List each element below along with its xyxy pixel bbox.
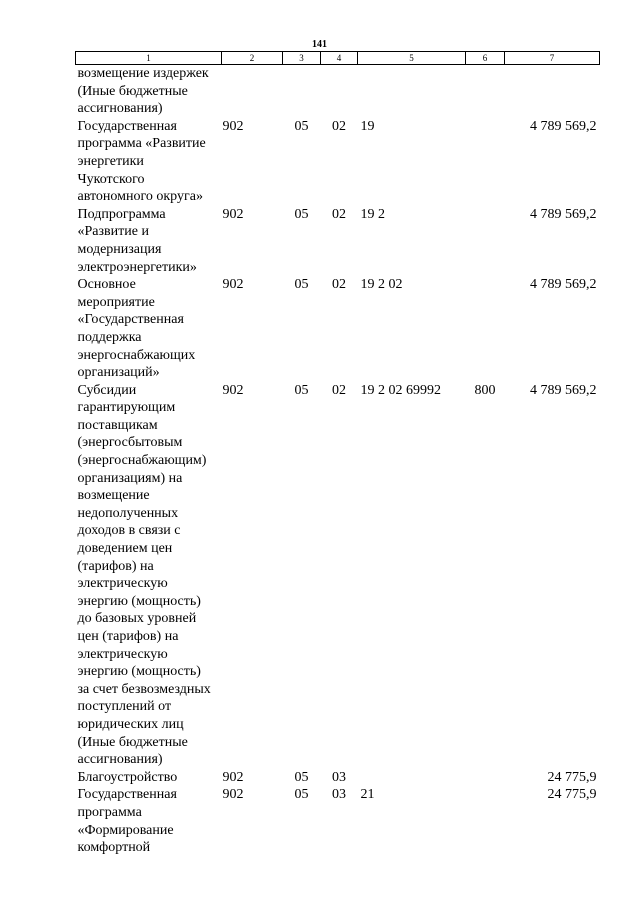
- row-name-cell: Подпрограмма «Развитие и модернизация электроэнергетики»: [77, 206, 197, 275]
- row-amount-cell: 24 775,9: [547, 769, 597, 785]
- row-code-cell: 902: [222, 277, 244, 293]
- table-row: [76, 786, 600, 856]
- row-subsection-cell: 02: [332, 277, 346, 293]
- row-subsection-cell: 03: [332, 769, 346, 785]
- row-section-cell: 05: [294, 787, 309, 803]
- row-name-cell: возмещение издержек (Иные бюджетные ассигнования): [77, 66, 209, 117]
- table-header: [76, 52, 600, 65]
- table-body: [76, 65, 600, 857]
- table-row: [76, 65, 600, 118]
- row-section-cell: 05: [294, 769, 309, 785]
- row-program-cell: 19 2: [360, 206, 385, 222]
- row-type-cell: [466, 769, 505, 787]
- page-number: 141: [312, 39, 327, 50]
- header-col-2: 2: [222, 52, 283, 65]
- row-type-cell: [466, 65, 505, 118]
- row-type-cell: 800: [474, 382, 496, 398]
- row-name-cell: Благоустройство: [77, 769, 178, 785]
- row-code-cell: [222, 65, 283, 118]
- row-subsection-cell: 03: [332, 787, 346, 803]
- row-name-cell: Государственная программа «Формирование комфортной: [77, 787, 177, 856]
- row-subsection-cell: [321, 65, 358, 118]
- row-program-cell: [358, 65, 466, 118]
- row-section-cell: 05: [294, 382, 309, 398]
- row-amount-cell: 4 789 569,2: [530, 118, 597, 134]
- row-program-cell: 19 2 02 69992: [360, 382, 441, 398]
- row-name-cell: Основное мероприятие «Государственная поддержка энергоснабжающих организаций»: [77, 277, 196, 381]
- table-row: [76, 769, 600, 787]
- row-subsection-cell: 02: [332, 382, 346, 398]
- row-code-cell: 902: [222, 382, 244, 398]
- row-name-cell: Государственная программа «Развитие энергетики Чукотского автономного округа»: [77, 118, 206, 205]
- row-code-cell: 902: [222, 787, 244, 803]
- row-section-cell: 05: [294, 118, 309, 134]
- row-section-cell: 05: [294, 277, 309, 293]
- row-amount-cell: 4 789 569,2: [530, 277, 597, 293]
- table-row: [76, 118, 600, 206]
- row-amount-cell: 4 789 569,2: [530, 382, 597, 398]
- row-type-cell: [466, 276, 505, 382]
- row-amount-cell: [505, 65, 600, 118]
- header-col-6: 6: [466, 52, 505, 65]
- row-subsection-cell: 02: [332, 118, 346, 134]
- row-type-cell: [466, 118, 505, 206]
- row-code-cell: 902: [222, 206, 244, 222]
- row-program-cell: 19: [360, 118, 375, 134]
- row-code-cell: 902: [222, 769, 244, 785]
- header-col-3: 3: [283, 52, 321, 65]
- row-program-cell: 21: [360, 787, 375, 803]
- row-code-cell: 902: [222, 118, 244, 134]
- header-col-1: 1: [76, 52, 222, 65]
- row-name-cell: Субсидии гарантирующим поставщикам (энергосбытовым (энергоснабжающим) организациям) на возмещение недополученных доходов в связи с доведением цен (тарифов) на электрическую энергию (мощность) до базовых уровней цен (тарифов) на электрическую энергию (мощность) за счет безвозмездных поступлений от юридических лиц (Иные бюджетные ассигнования): [77, 382, 211, 768]
- row-section-cell: 05: [294, 206, 309, 222]
- row-program-cell: [358, 769, 466, 787]
- header-col-4: 4: [321, 52, 358, 65]
- header-col-5: 5: [358, 52, 466, 65]
- row-subsection-cell: 02: [332, 206, 346, 222]
- row-amount-cell: 4 789 569,2: [530, 206, 597, 222]
- header-col-7: 7: [505, 52, 600, 65]
- table-row: [76, 206, 600, 276]
- row-amount-cell: 24 775,9: [547, 787, 597, 803]
- row-type-cell: [466, 786, 505, 856]
- row-type-cell: [466, 206, 505, 276]
- row-program-cell: 19 2 02: [360, 277, 403, 293]
- table-row: [76, 382, 600, 769]
- row-section-cell: [283, 65, 321, 118]
- budget-table: [75, 51, 600, 857]
- table-row: [76, 276, 600, 382]
